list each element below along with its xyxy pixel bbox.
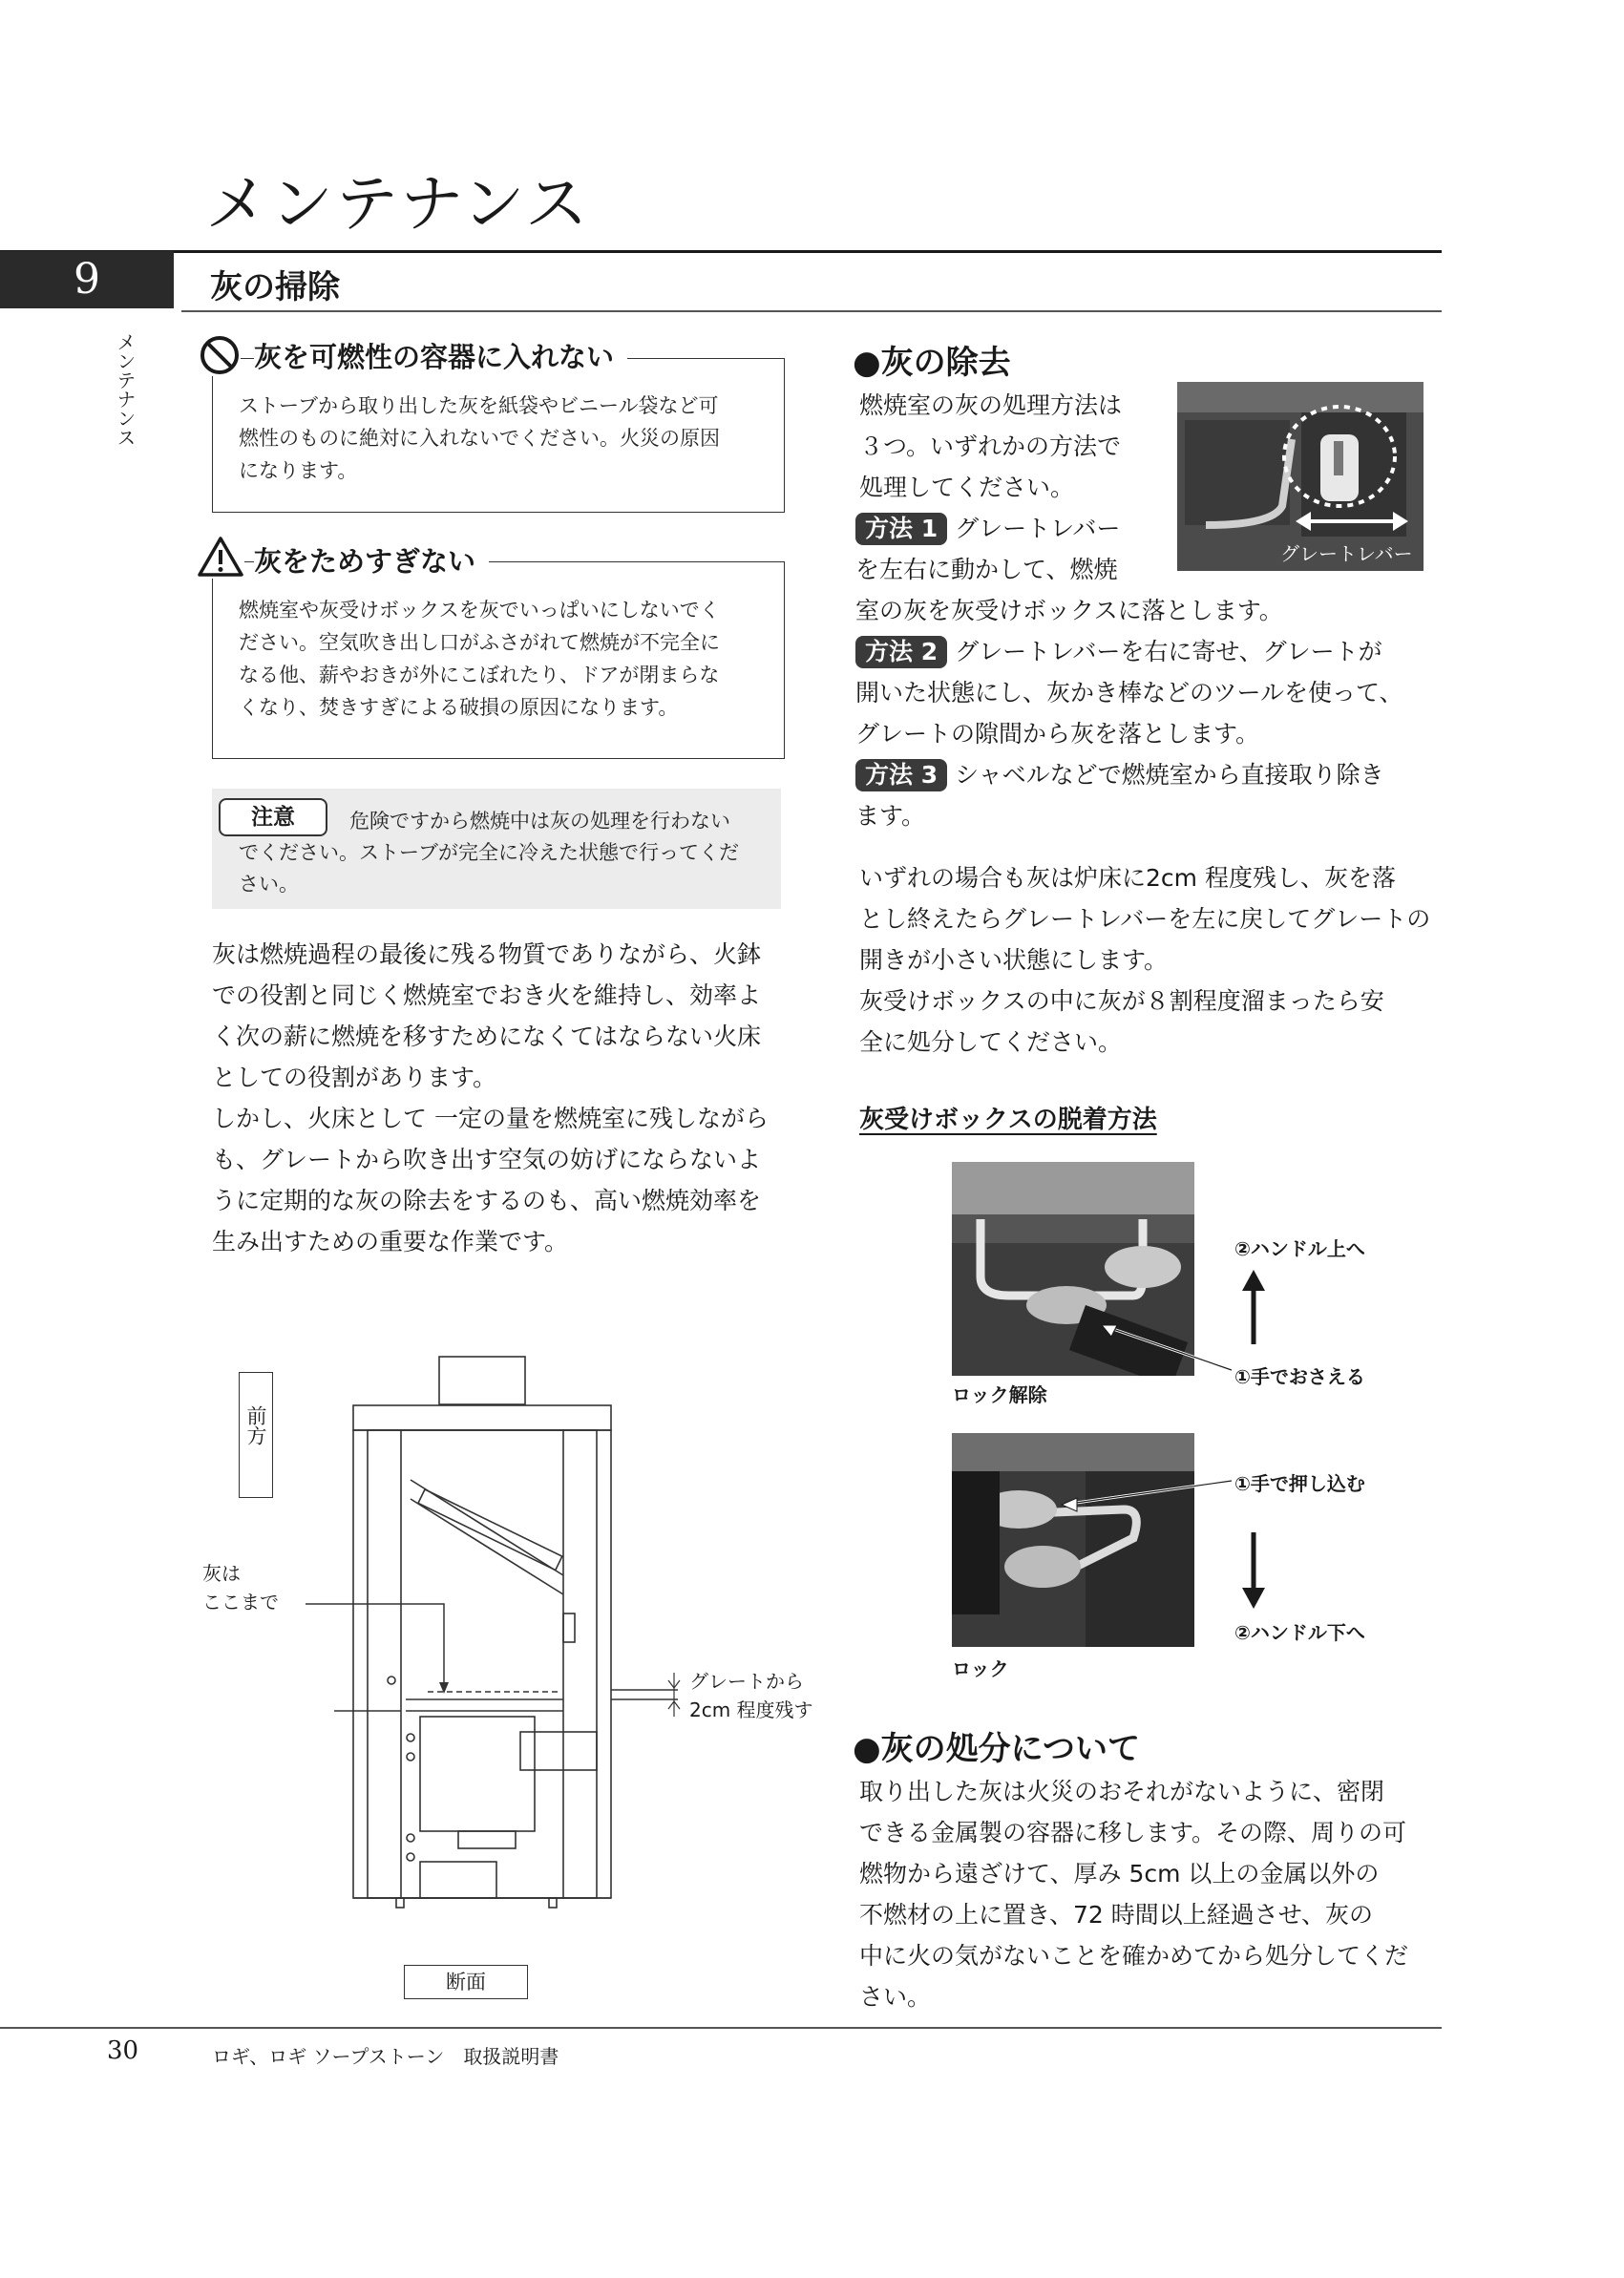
- warning-line: なる他、薪やおきが外にこぼれたり、ドアが閉まらな: [239, 664, 720, 686]
- unlock-step-1: ①手でおさえる: [1234, 1365, 1365, 1388]
- intro-line: も、グレートから吹き出す空気の妨げにならないよ: [212, 1146, 762, 1173]
- disposal-line: 中に火の気がないことを確かめてから処分してくだ: [859, 1942, 1409, 1970]
- footer-rule: [0, 2027, 1442, 2029]
- lock-pointer: [1050, 1475, 1241, 1513]
- lock-photo-art: [952, 1433, 1194, 1647]
- ash-label-line: 灰は: [202, 1562, 241, 1585]
- intro-line: 灰は燃焼過程の最後に残る物質でありながら、火鉢: [212, 940, 762, 968]
- removal-after-line: いずれの場合も灰は炉床に2cm 程度残し、灰を落: [859, 864, 1396, 892]
- intro-line: く次の薪に燃焼を移すためになくてはならない火床: [212, 1023, 762, 1050]
- method-3-text: シャベルなどで燃焼室から直接取り除き: [955, 761, 1384, 789]
- note-label: 注意: [219, 798, 327, 836]
- arrow-up-icon: [1241, 1270, 1266, 1346]
- method-3-tag: 方法 3: [855, 759, 947, 791]
- warning-text-ash-buildup: [239, 594, 720, 724]
- grate-label-line: グレートから: [689, 1670, 804, 1693]
- disposal-heading: ●灰の処分について: [853, 1730, 1140, 1768]
- ashbox-heading: 灰受けボックスの脱着方法: [859, 1106, 1157, 1134]
- warning-text-flammable: [239, 390, 720, 487]
- method-2-tag: 方法 2: [855, 636, 947, 668]
- removal-intro: [859, 385, 1122, 508]
- manual-title: ロギ、ロギ ソープストーン 取扱説明書: [212, 2045, 559, 2068]
- method-3: [855, 754, 1447, 836]
- note-line: さい。: [239, 873, 299, 896]
- removal-intro-line: 燃焼室の灰の処理方法は: [859, 391, 1123, 419]
- method-2-line: 開いた状態にし、灰かき棒などのツールを使って、: [855, 679, 1403, 707]
- warning-heading-ash-buildup: 灰をためすぎない: [254, 540, 489, 580]
- method-1-text: グレートレバー: [955, 515, 1121, 542]
- note-line: 危険ですから燃焼中は灰の処理を行わない: [349, 810, 730, 833]
- intro-line: うに定期的な灰の除去をするのも、高い燃焼効率を: [212, 1187, 762, 1214]
- method-3-line: ます。: [855, 802, 926, 830]
- ash-level-leader: [306, 1594, 458, 1699]
- method-2: [855, 631, 1447, 754]
- intro-line: しかし、火床として 一定の量を燃焼室に残しながら: [212, 1105, 769, 1132]
- method-2-text: グレートレバーを右に寄せ、グレートが: [955, 638, 1382, 665]
- grate-gap-dimension: [611, 1669, 687, 1717]
- warning-line: になります。: [239, 459, 358, 482]
- intro-line: での役割と同じく燃焼室でおき火を維持し、効率よ: [212, 981, 762, 1009]
- header-rule: [0, 250, 1442, 253]
- grate-label-line: 2cm 程度残す: [689, 1698, 813, 1721]
- warning-line: ストーブから取り出した灰を紙袋やビニール袋など可: [239, 394, 719, 417]
- removal-intro-line: ３つ。いずれかの方法で: [859, 432, 1122, 460]
- note-line: でください。ストーブが完全に冷えた状態で行ってくだ: [239, 841, 739, 864]
- removal-after-line: 全に処分してください。: [859, 1028, 1123, 1056]
- disposal-line: 不燃材の上に置き、72 時間以上経過させ、灰の: [859, 1901, 1374, 1929]
- grate-lever-label: グレートレバー: [1280, 542, 1413, 565]
- removal-after-line: とし終えたらグレートレバーを左に戻してグレートの: [859, 905, 1431, 933]
- disposal-line: 取り出した灰は火災のおそれがないように、密閉: [859, 1778, 1385, 1805]
- warning-line: くなり、焚きすぎによる破損の原因になります。: [239, 696, 679, 719]
- method-1-line: 室の灰を灰受けボックスに落とします。: [855, 597, 1283, 624]
- lock-step-2: ②ハンドル下へ: [1234, 1621, 1365, 1644]
- warning-line: 燃焼室や灰受けボックスを灰でいっぱいにしないでく: [239, 599, 720, 622]
- note-text: [239, 806, 773, 900]
- arrow-down-icon: [1241, 1532, 1266, 1609]
- section-rule: [181, 310, 1442, 312]
- front-label: 前方: [244, 1405, 267, 1445]
- method-2-line: [855, 631, 1447, 672]
- section-title: 灰の掃除: [210, 268, 340, 306]
- intro-paragraph: [212, 934, 769, 1262]
- caution-triangle-icon: [197, 535, 244, 579]
- removal-heading: ●灰の除去: [853, 344, 1011, 382]
- method-1: [855, 508, 1447, 631]
- warning-heading-flammable: 灰を可燃性の容器に入れない: [254, 336, 627, 375]
- lock-step-1: ①手で押し込む: [1234, 1472, 1365, 1495]
- removal-after: [859, 857, 1430, 1063]
- unlock-caption: ロック解除: [952, 1383, 1047, 1406]
- disposal-line: さい。: [859, 1983, 932, 2011]
- intro-line: 生み出すための重要な作業です。: [212, 1228, 569, 1255]
- lock-photo: [952, 1433, 1194, 1647]
- chapter-title: メンテナンス: [205, 167, 590, 241]
- warning-line: 燃性のものに絶対に入れないでください。火災の原因: [239, 427, 720, 450]
- method-1-tag: 方法 1: [855, 513, 947, 545]
- prohibition-icon: [199, 334, 241, 376]
- grate-gap-label: [689, 1667, 813, 1724]
- warning-line: ださい。空気吹き出し口がふさがれて燃焼が不完全に: [239, 631, 720, 654]
- method-1-line: を左右に動かして、燃焼: [855, 556, 1118, 583]
- unlock-step-2: ②ハンドル上へ: [1234, 1237, 1365, 1260]
- disposal-paragraph: [859, 1771, 1408, 2017]
- disposal-line: 燃物から遠ざけて、厚み 5cm 以上の金属以外の: [859, 1860, 1380, 1888]
- unlock-pointer: [1088, 1318, 1241, 1384]
- method-3-line: [855, 754, 1447, 795]
- method-2-line: グレートの隙間から灰を落とします。: [855, 720, 1260, 748]
- side-tab: [111, 332, 139, 452]
- page-number: 30: [107, 2036, 139, 2065]
- removal-after-line: 灰受けボックスの中に灰が８割程度溜まったら安: [859, 987, 1384, 1015]
- removal-after-line: 開きが小さい状態にします。: [859, 946, 1169, 974]
- front-label-box: [239, 1372, 273, 1498]
- removal-intro-line: 処理してください。: [859, 474, 1075, 501]
- disposal-line: できる金属製の容器に移します。その際、周りの可: [859, 1819, 1407, 1846]
- diagram-caption: 断面: [404, 1965, 528, 1999]
- side-tab-label: メンテナンス: [114, 332, 137, 447]
- section-number: 9: [0, 251, 174, 308]
- ash-label-line: ここまで: [202, 1591, 279, 1614]
- ash-level-label: [202, 1559, 279, 1616]
- method-1-line: [855, 508, 1447, 549]
- intro-line: としての役割があります。: [212, 1064, 497, 1091]
- lock-caption: ロック: [952, 1657, 1009, 1680]
